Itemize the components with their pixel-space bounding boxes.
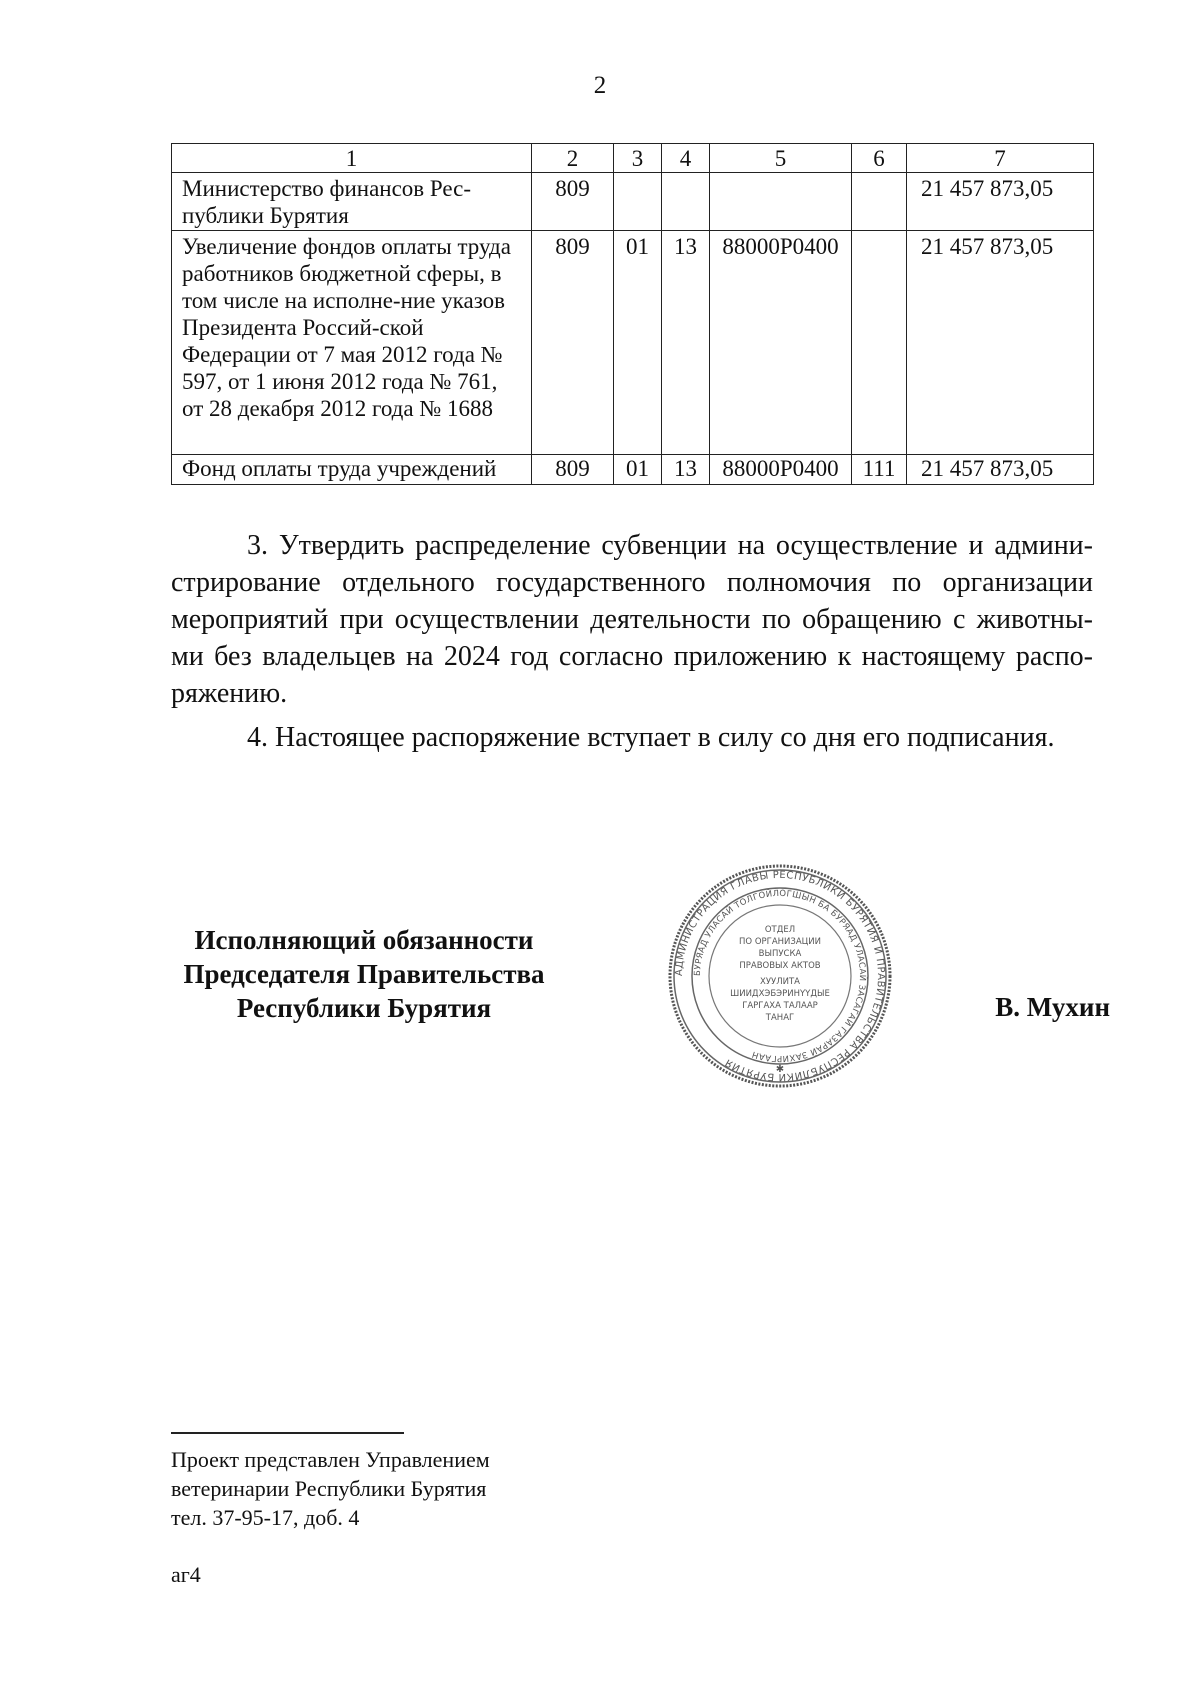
budget-table xyxy=(171,143,1094,485)
row-cell: 01 xyxy=(614,231,662,455)
row-cell: 809 xyxy=(532,173,614,231)
row-cell xyxy=(852,173,907,231)
page-number: 2 xyxy=(593,72,607,99)
official-seal xyxy=(664,860,896,1092)
row-cell: 88000P0400 xyxy=(710,455,852,485)
seal-center-line: ТАНАГ xyxy=(765,1013,795,1023)
row-cell xyxy=(614,173,662,231)
signatory-title xyxy=(165,923,563,1025)
table-header-cell: 3 xyxy=(614,144,662,173)
signatory-title-line: Исполняющий обязанности xyxy=(194,925,534,955)
row-cell: 111 xyxy=(852,455,907,485)
row-cell: 809 xyxy=(532,231,614,455)
svg-text:АДМИНИСТРАЦИЯ ГЛАВЫ РЕСПУБЛИКИ xyxy=(674,870,886,1082)
seal-center-line: ХУУЛИТА xyxy=(760,977,800,987)
footnote-divider xyxy=(171,1432,404,1434)
table-header-cell: 7 xyxy=(907,144,1094,173)
seal-star-icon: ✱ xyxy=(775,1064,785,1075)
row-cell xyxy=(710,173,852,231)
table-header-cell: 6 xyxy=(852,144,907,173)
seal-center-line: ШИИДХЭБЭРИНҮҮДЫЕ xyxy=(730,989,830,999)
row-sum-cell: 21 457 873,05 xyxy=(907,455,1094,485)
row-cell: 13 xyxy=(662,231,710,455)
row-cell: 809 xyxy=(532,455,614,485)
table-header-cell: 1 xyxy=(172,144,532,173)
table-row xyxy=(172,455,1094,485)
seal-center-line: ПРАВОВЫХ АКТОВ xyxy=(739,961,821,971)
row-name-cell: Фонд оплаты труда учреждений xyxy=(172,455,532,485)
footnote-line: тел. 37-95-17, доб. 4 xyxy=(171,1505,360,1530)
row-cell xyxy=(852,231,907,455)
footnote-line: ветеринарии Республики Бурятия xyxy=(171,1476,487,1501)
footnote-line: Проект представлен Управлением xyxy=(171,1447,490,1472)
row-cell: 01 xyxy=(614,455,662,485)
seal-center-line: ГАРГАХА ТАЛААР xyxy=(742,1001,818,1011)
row-sum-cell: 21 457 873,05 xyxy=(907,231,1094,455)
seal-center-line: ОТДЕЛ xyxy=(764,925,796,935)
seal-inner-text: БУРЯАД УЛАСАЙ ТОЛГОЙЛОГШЫН БА БУРЯАД УЛАСАЙ ЗАСАГАЙ ГАЗАРАЙ ЗАХИРГААН xyxy=(692,888,868,1064)
row-name-cell: Увеличение фондов оплаты труда работников бюджетной сферы, в том числе на исполне-ние указов Президента Россий-ской Федерации от 7 мая 2012 года № 597, от 1 июня 2012 года № 761, от 28 декабря 2012 года № 1688 xyxy=(172,231,532,455)
table-header-cell: 5 xyxy=(710,144,852,173)
row-cell xyxy=(662,173,710,231)
seal-center-line: ВЫПУСКА xyxy=(758,949,802,959)
seal-center-line: ПО ОРГАНИЗАЦИИ xyxy=(739,937,821,947)
row-name-cell: Министерство финансов Рес-публики Бурятия xyxy=(172,173,532,231)
document-code: аг4 xyxy=(171,1562,201,1587)
signatory-title-line: Председателя Правительства xyxy=(183,959,545,989)
table-row xyxy=(172,231,1094,455)
signatory-title-line: Республики Бурятия xyxy=(236,993,492,1023)
paragraph-3: 3. Утвердить распределение субвенции на осуществление и админи-стрирование отдельного государственного полномочия по организации мероприятий при осуществлении деятельности по обращению с животны-ми без владельцев на 2024 год согласно приложению к настоящему распо-ряжению. xyxy=(171,530,1093,709)
paragraph-4: 4. Настоящее распоряжение вступает в силу со дня его подписания. xyxy=(247,722,1055,753)
table-header-cell: 4 xyxy=(662,144,710,173)
table-header-cell: 2 xyxy=(532,144,614,173)
signatory-name: В. Мухин xyxy=(995,992,1110,1022)
footnote xyxy=(171,1445,771,1532)
row-sum-cell: 21 457 873,05 xyxy=(907,173,1094,231)
row-cell: 13 xyxy=(662,455,710,485)
table-row xyxy=(172,173,1094,231)
row-cell: 88000P0400 xyxy=(710,231,852,455)
table-header-row xyxy=(172,144,1094,173)
seal-outer-text: АДМИНИСТРАЦИЯ ГЛАВЫ РЕСПУБЛИКИ БУРЯТИЯ И ПРАВИТЕЛЬСТВА РЕСПУБЛИКИ БУРЯТИЯ xyxy=(673,869,887,1083)
